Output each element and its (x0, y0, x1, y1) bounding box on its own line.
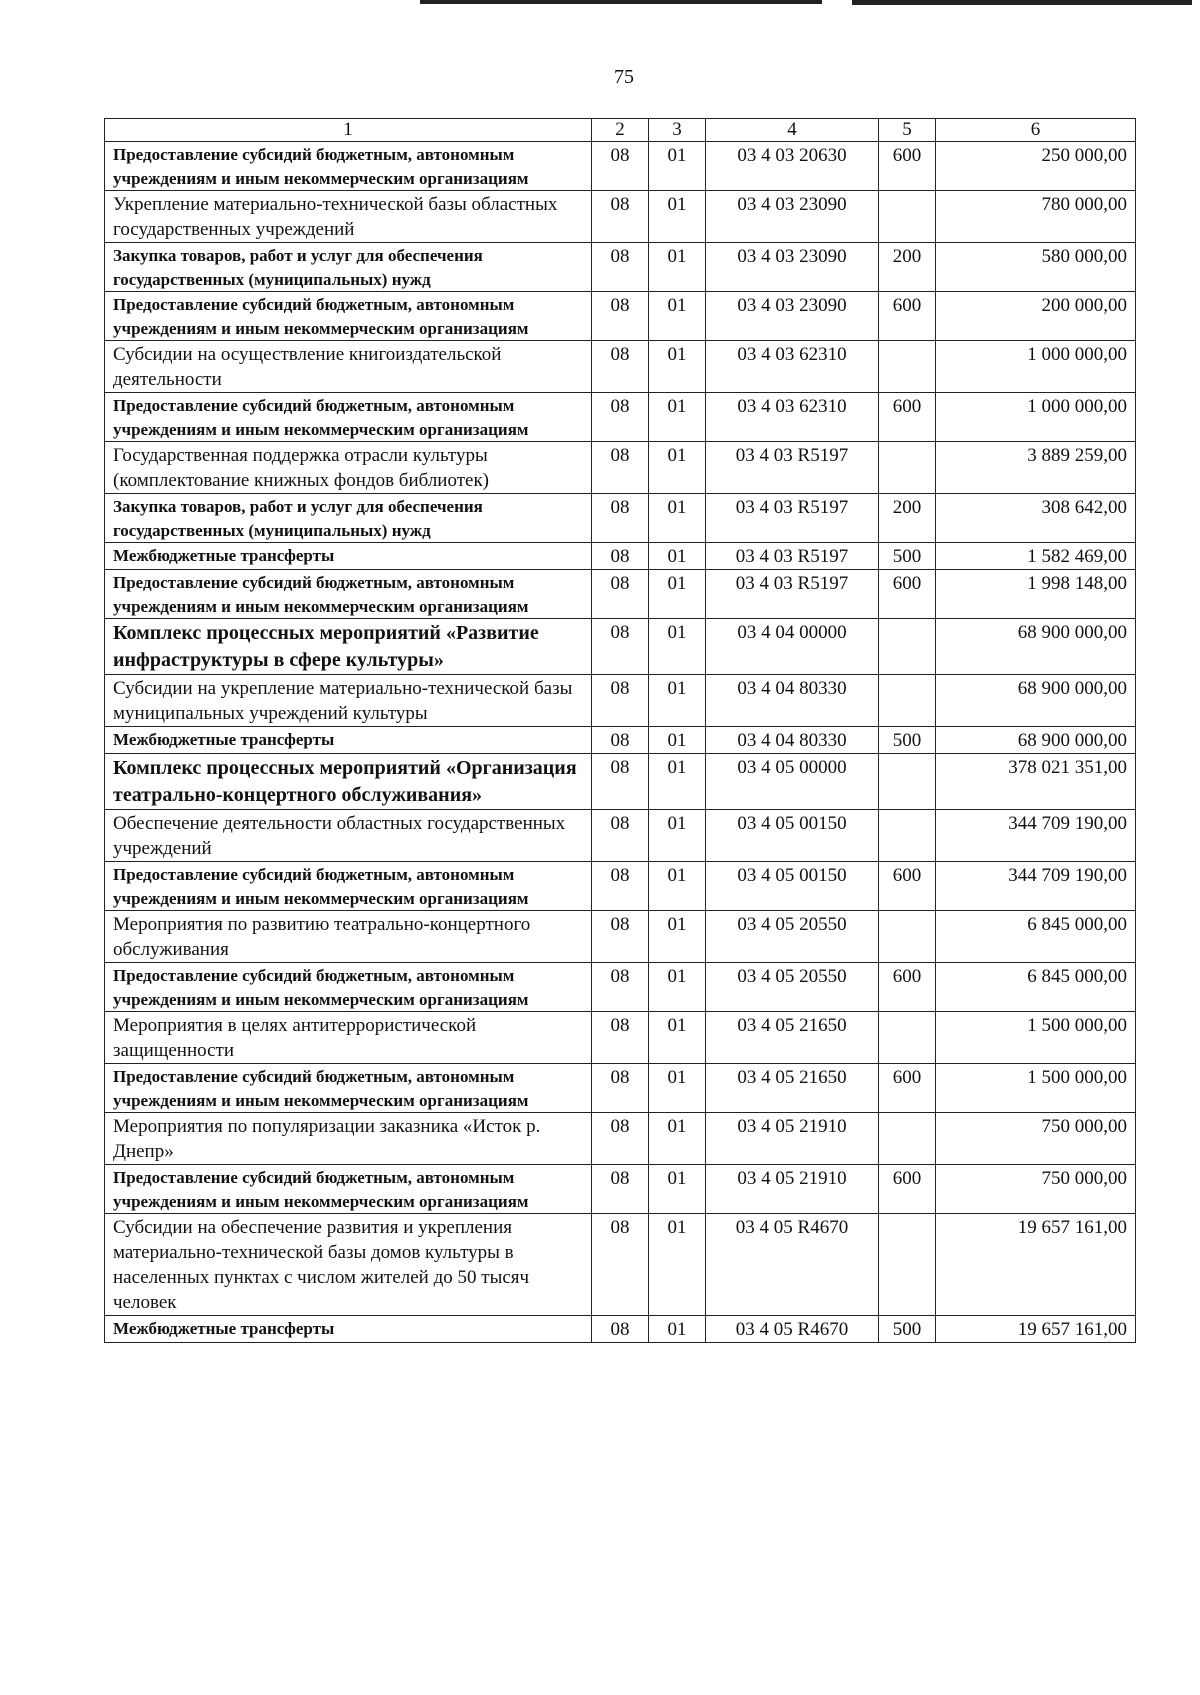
row-subsection-cell: 01 (649, 1214, 706, 1316)
row-target-code-cell: 03 4 05 20550 (706, 963, 879, 1012)
header-col-1: 1 (105, 119, 592, 142)
row-expense-type-cell (879, 442, 936, 494)
row-name-cell: Субсидии на укрепление материально-технической базы муниципальных учреждений культуры (105, 675, 592, 727)
row-amount-cell: 250 000,00 (936, 142, 1136, 191)
row-expense-type-cell (879, 1012, 936, 1064)
row-target-code-cell: 03 4 05 20550 (706, 911, 879, 963)
row-target-code-cell: 03 4 05 21650 (706, 1012, 879, 1064)
row-amount-cell: 6 845 000,00 (936, 963, 1136, 1012)
row-amount-cell: 780 000,00 (936, 191, 1136, 243)
row-target-code-cell: 03 4 03 23090 (706, 292, 879, 341)
row-name-cell: Предоставление субсидий бюджетным, автономным учреждениям и иным некоммерческим организациям (105, 1165, 592, 1214)
table-row (105, 1316, 1136, 1343)
table-row (105, 243, 1136, 292)
row-target-code-cell: 03 4 05 21910 (706, 1113, 879, 1165)
row-expense-type-cell: 500 (879, 543, 936, 570)
row-target-code-cell: 03 4 03 23090 (706, 243, 879, 292)
row-target-code-cell: 03 4 04 80330 (706, 675, 879, 727)
row-expense-type-cell (879, 675, 936, 727)
row-expense-type-cell: 600 (879, 1064, 936, 1113)
row-expense-type-cell: 600 (879, 963, 936, 1012)
row-section-cell: 08 (592, 1113, 649, 1165)
row-name-cell: Предоставление субсидий бюджетным, автономным учреждениям и иным некоммерческим организациям (105, 393, 592, 442)
row-section-cell: 08 (592, 494, 649, 543)
scan-top-border-right (852, 0, 1192, 5)
row-amount-cell: 1 000 000,00 (936, 393, 1136, 442)
table-row (105, 341, 1136, 393)
row-amount-cell: 68 900 000,00 (936, 727, 1136, 754)
row-amount-cell: 308 642,00 (936, 494, 1136, 543)
row-section-cell: 08 (592, 727, 649, 754)
row-target-code-cell: 03 4 03 R5197 (706, 570, 879, 619)
row-target-code-cell: 03 4 03 62310 (706, 341, 879, 393)
row-subsection-cell: 01 (649, 243, 706, 292)
page-number: 75 (614, 66, 634, 88)
row-section-cell: 08 (592, 442, 649, 494)
row-section-cell: 08 (592, 543, 649, 570)
header-col-2: 2 (592, 119, 649, 142)
row-section-cell: 08 (592, 754, 649, 810)
row-section-cell: 08 (592, 675, 649, 727)
row-amount-cell: 68 900 000,00 (936, 675, 1136, 727)
row-amount-cell: 19 657 161,00 (936, 1316, 1136, 1343)
row-section-cell: 08 (592, 393, 649, 442)
row-name-cell: Мероприятия по популяризации заказника «Исток р. Днепр» (105, 1113, 592, 1165)
table-row (105, 494, 1136, 543)
table-row (105, 1064, 1136, 1113)
row-section-cell: 08 (592, 142, 649, 191)
row-subsection-cell: 01 (649, 494, 706, 543)
row-target-code-cell: 03 4 03 20630 (706, 142, 879, 191)
row-target-code-cell: 03 4 04 80330 (706, 727, 879, 754)
row-subsection-cell: 01 (649, 810, 706, 862)
row-amount-cell: 3 889 259,00 (936, 442, 1136, 494)
row-expense-type-cell: 200 (879, 494, 936, 543)
row-name-cell: Укрепление материально-технической базы областных государственных учреждений (105, 191, 592, 243)
row-amount-cell: 378 021 351,00 (936, 754, 1136, 810)
row-name-cell: Межбюджетные трансферты (105, 1316, 592, 1343)
row-subsection-cell: 01 (649, 1012, 706, 1064)
row-subsection-cell: 01 (649, 862, 706, 911)
row-amount-cell: 1 500 000,00 (936, 1064, 1136, 1113)
table-row (105, 619, 1136, 675)
row-amount-cell: 1 998 148,00 (936, 570, 1136, 619)
row-section-cell: 08 (592, 1064, 649, 1113)
row-name-cell: Государственная поддержка отрасли культуры (комплектование книжных фондов библиотек) (105, 442, 592, 494)
row-section-cell: 08 (592, 1214, 649, 1316)
row-section-cell: 08 (592, 191, 649, 243)
table-row (105, 442, 1136, 494)
row-target-code-cell: 03 4 03 R5197 (706, 543, 879, 570)
table-header (105, 119, 1136, 142)
header-col-4: 4 (706, 119, 879, 142)
row-section-cell: 08 (592, 341, 649, 393)
row-name-cell: Субсидии на осуществление книгоиздательской деятельности (105, 341, 592, 393)
row-target-code-cell: 03 4 05 00150 (706, 810, 879, 862)
row-name-cell: Межбюджетные трансферты (105, 543, 592, 570)
table-row (105, 754, 1136, 810)
row-amount-cell: 68 900 000,00 (936, 619, 1136, 675)
row-expense-type-cell: 500 (879, 727, 936, 754)
row-subsection-cell: 01 (649, 619, 706, 675)
table-row (105, 543, 1136, 570)
scan-top-border (420, 0, 822, 4)
row-target-code-cell: 03 4 05 R4670 (706, 1214, 879, 1316)
row-subsection-cell: 01 (649, 1316, 706, 1343)
table-row (105, 810, 1136, 862)
row-subsection-cell: 01 (649, 1165, 706, 1214)
row-target-code-cell: 03 4 03 R5197 (706, 442, 879, 494)
row-amount-cell: 344 709 190,00 (936, 810, 1136, 862)
row-expense-type-cell (879, 341, 936, 393)
row-name-cell: Предоставление субсидий бюджетным, автономным учреждениям и иным некоммерческим организациям (105, 142, 592, 191)
row-name-cell: Комплекс процессных мероприятий «Организация театрально-концертного обслуживания» (105, 754, 592, 810)
row-name-cell: Закупка товаров, работ и услуг для обеспечения государственных (муниципальных) нужд (105, 494, 592, 543)
row-expense-type-cell (879, 619, 936, 675)
row-target-code-cell: 03 4 03 62310 (706, 393, 879, 442)
row-section-cell: 08 (592, 619, 649, 675)
row-amount-cell: 750 000,00 (936, 1165, 1136, 1214)
table-row (105, 1165, 1136, 1214)
row-section-cell: 08 (592, 862, 649, 911)
row-expense-type-cell: 600 (879, 570, 936, 619)
table-row (105, 911, 1136, 963)
row-amount-cell: 6 845 000,00 (936, 911, 1136, 963)
row-target-code-cell: 03 4 05 21910 (706, 1165, 879, 1214)
row-target-code-cell: 03 4 03 R5197 (706, 494, 879, 543)
row-amount-cell: 1 000 000,00 (936, 341, 1136, 393)
row-subsection-cell: 01 (649, 570, 706, 619)
row-expense-type-cell: 200 (879, 243, 936, 292)
row-subsection-cell: 01 (649, 543, 706, 570)
table-row (105, 393, 1136, 442)
row-amount-cell: 19 657 161,00 (936, 1214, 1136, 1316)
row-subsection-cell: 01 (649, 1113, 706, 1165)
row-subsection-cell: 01 (649, 1064, 706, 1113)
row-expense-type-cell (879, 810, 936, 862)
row-subsection-cell: 01 (649, 754, 706, 810)
table-row (105, 675, 1136, 727)
row-name-cell: Предоставление субсидий бюджетным, автономным учреждениям и иным некоммерческим организациям (105, 1064, 592, 1113)
row-section-cell: 08 (592, 963, 649, 1012)
row-target-code-cell: 03 4 04 00000 (706, 619, 879, 675)
row-expense-type-cell (879, 911, 936, 963)
header-col-3: 3 (649, 119, 706, 142)
row-section-cell: 08 (592, 243, 649, 292)
row-subsection-cell: 01 (649, 341, 706, 393)
row-target-code-cell: 03 4 05 00150 (706, 862, 879, 911)
row-amount-cell: 580 000,00 (936, 243, 1136, 292)
row-expense-type-cell (879, 754, 936, 810)
row-name-cell: Предоставление субсидий бюджетным, автономным учреждениям и иным некоммерческим организациям (105, 292, 592, 341)
table-body (105, 142, 1136, 1343)
row-amount-cell: 344 709 190,00 (936, 862, 1136, 911)
row-section-cell: 08 (592, 1012, 649, 1064)
row-amount-cell: 1 582 469,00 (936, 543, 1136, 570)
table-row (105, 292, 1136, 341)
row-name-cell: Мероприятия по развитию театрально-концертного обслуживания (105, 911, 592, 963)
budget-table (104, 118, 1136, 1343)
row-section-cell: 08 (592, 810, 649, 862)
row-section-cell: 08 (592, 1165, 649, 1214)
row-target-code-cell: 03 4 05 R4670 (706, 1316, 879, 1343)
row-section-cell: 08 (592, 911, 649, 963)
row-subsection-cell: 01 (649, 727, 706, 754)
header-row (105, 119, 1136, 142)
row-subsection-cell: 01 (649, 292, 706, 341)
row-expense-type-cell: 600 (879, 142, 936, 191)
row-subsection-cell: 01 (649, 442, 706, 494)
header-col-6: 6 (936, 119, 1136, 142)
row-subsection-cell: 01 (649, 142, 706, 191)
row-section-cell: 08 (592, 292, 649, 341)
row-expense-type-cell: 600 (879, 292, 936, 341)
table-row (105, 963, 1136, 1012)
row-name-cell: Обеспечение деятельности областных государственных учреждений (105, 810, 592, 862)
row-section-cell: 08 (592, 1316, 649, 1343)
row-expense-type-cell (879, 1214, 936, 1316)
table-row (105, 1012, 1136, 1064)
row-name-cell: Межбюджетные трансферты (105, 727, 592, 754)
row-name-cell: Закупка товаров, работ и услуг для обеспечения государственных (муниципальных) нужд (105, 243, 592, 292)
row-subsection-cell: 01 (649, 911, 706, 963)
row-expense-type-cell: 600 (879, 862, 936, 911)
row-target-code-cell: 03 4 03 23090 (706, 191, 879, 243)
row-amount-cell: 750 000,00 (936, 1113, 1136, 1165)
row-expense-type-cell: 500 (879, 1316, 936, 1343)
row-subsection-cell: 01 (649, 675, 706, 727)
table-row (105, 1113, 1136, 1165)
table-row (105, 1214, 1136, 1316)
row-section-cell: 08 (592, 570, 649, 619)
table-row (105, 862, 1136, 911)
row-amount-cell: 200 000,00 (936, 292, 1136, 341)
row-subsection-cell: 01 (649, 393, 706, 442)
row-name-cell: Предоставление субсидий бюджетным, автономным учреждениям и иным некоммерческим организациям (105, 963, 592, 1012)
row-name-cell: Предоставление субсидий бюджетным, автономным учреждениям и иным некоммерческим организациям (105, 570, 592, 619)
table-row (105, 191, 1136, 243)
row-name-cell: Мероприятия в целях антитеррористической защищенности (105, 1012, 592, 1064)
row-target-code-cell: 03 4 05 00000 (706, 754, 879, 810)
row-name-cell: Предоставление субсидий бюджетным, автономным учреждениям и иным некоммерческим организациям (105, 862, 592, 911)
row-subsection-cell: 01 (649, 191, 706, 243)
table-row (105, 727, 1136, 754)
row-expense-type-cell (879, 1113, 936, 1165)
row-expense-type-cell: 600 (879, 393, 936, 442)
row-expense-type-cell (879, 191, 936, 243)
row-name-cell: Субсидии на обеспечение развития и укрепления материально-технической базы домов культуры в населенных пунктах с числом жителей до 50 тысяч человек (105, 1214, 592, 1316)
row-amount-cell: 1 500 000,00 (936, 1012, 1136, 1064)
row-target-code-cell: 03 4 05 21650 (706, 1064, 879, 1113)
row-subsection-cell: 01 (649, 963, 706, 1012)
table-row (105, 570, 1136, 619)
row-expense-type-cell: 600 (879, 1165, 936, 1214)
table-row (105, 142, 1136, 191)
row-name-cell: Комплекс процессных мероприятий «Развитие инфраструктуры в сфере культуры» (105, 619, 592, 675)
header-col-5: 5 (879, 119, 936, 142)
